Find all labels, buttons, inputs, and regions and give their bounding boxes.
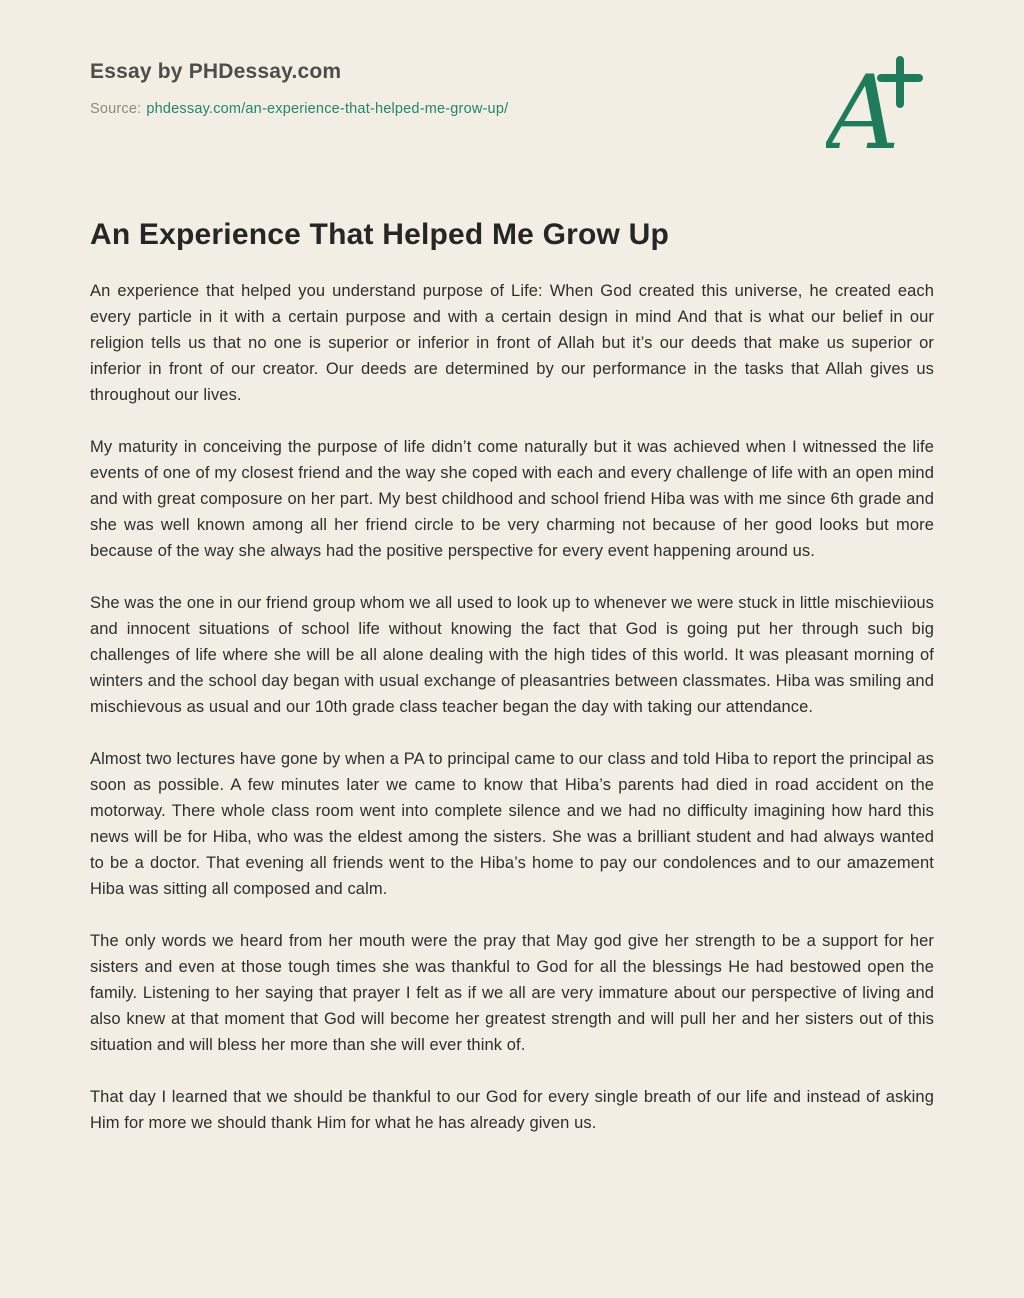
source-line: [90, 101, 508, 117]
essay-paragraph-3: She was the one in our friend group whom we all used to look up to whenever we were stuck in little mischieviious and innocent situations of school life without knowing the fact that God is going put her through such big challenges of life where she will be all alone dealing with the high tides of this world. It was pleasant morning of winters and the school day began with usual exchange of pleasantries between classmates. Hiba was smiling and mischievous as usual and our 10th grade class teacher began the day with taking our attendance.: [90, 594, 934, 716]
essay-body: [90, 278, 934, 1136]
logo-letter: A: [826, 54, 900, 162]
source-link[interactable]: phdessay.com/an-experience-that-helped-me-grow-up/: [146, 101, 509, 117]
essay-paragraph-5: The only words we heard from her mouth were the pray that May god give her strength to be a support for her sisters and even at those tough times she was thankful to God for all the blessings He had bestowed open the family. Listening to her saying that prayer I felt as if we all are very immature about our perspective of living and also knew at that moment that God will become her greatest strength and will pull her and her sisters out of this situation and will bless her more than she will ever think of.: [90, 932, 934, 1054]
byline: Essay by PHDessay.com: [90, 60, 342, 83]
essay-paragraph-2: My maturity in conceiving the purpose of life didn’t come naturally but it was achieved when I witnessed the life events of one of my closest friend and the way she coped with each and every challenge of life with an open mind and with great composure on her part. My best childhood and school friend Hiba was with me since 6th grade and she was well known among all her friend circle to be very charming not because of her good looks but more because of the way she always had the positive perspective for every event happening around us.: [90, 438, 934, 560]
essay-paragraph-1: An experience that helped you understand purpose of Life: When God created this universe, he created each every particle in it with a certain purpose and with a certain design in mind And that is what our belief in our religion tells us that no one is superior or inferior in front of Allah but it’s our deeds that make us superior or inferior in front of our creator. Our deeds are determined by our performance in the tasks that Allah gives us throughout our lives.: [90, 282, 934, 404]
source-label: Source:: [90, 101, 142, 117]
header-left: [90, 56, 508, 117]
phdessay-logo-icon: [826, 50, 926, 162]
essay-title: An Experience That Helped Me Grow Up: [90, 218, 669, 251]
essay-paragraph-6: That day I learned that we should be thankful to our God for every single breath of our life and instead of asking Him for more we should thank Him for what he has already given us.: [90, 1088, 934, 1132]
essay-paragraph-4: Almost two lectures have gone by when a PA to principal came to our class and told Hiba to report the principal as soon as possible. A few minutes later we came to know that Hiba’s parents had died in road accident on the motorway. There whole class room went into complete silence and we had no difficulty imagining how hard this news will be for Hiba, who was the eldest among the sisters. She was a brilliant student and had always wanted to be a doctor. That evening all friends went to the Hiba’s home to pay our condolences and to our amazement Hiba was sitting all composed and calm.: [90, 750, 934, 898]
page-header: [90, 56, 934, 162]
